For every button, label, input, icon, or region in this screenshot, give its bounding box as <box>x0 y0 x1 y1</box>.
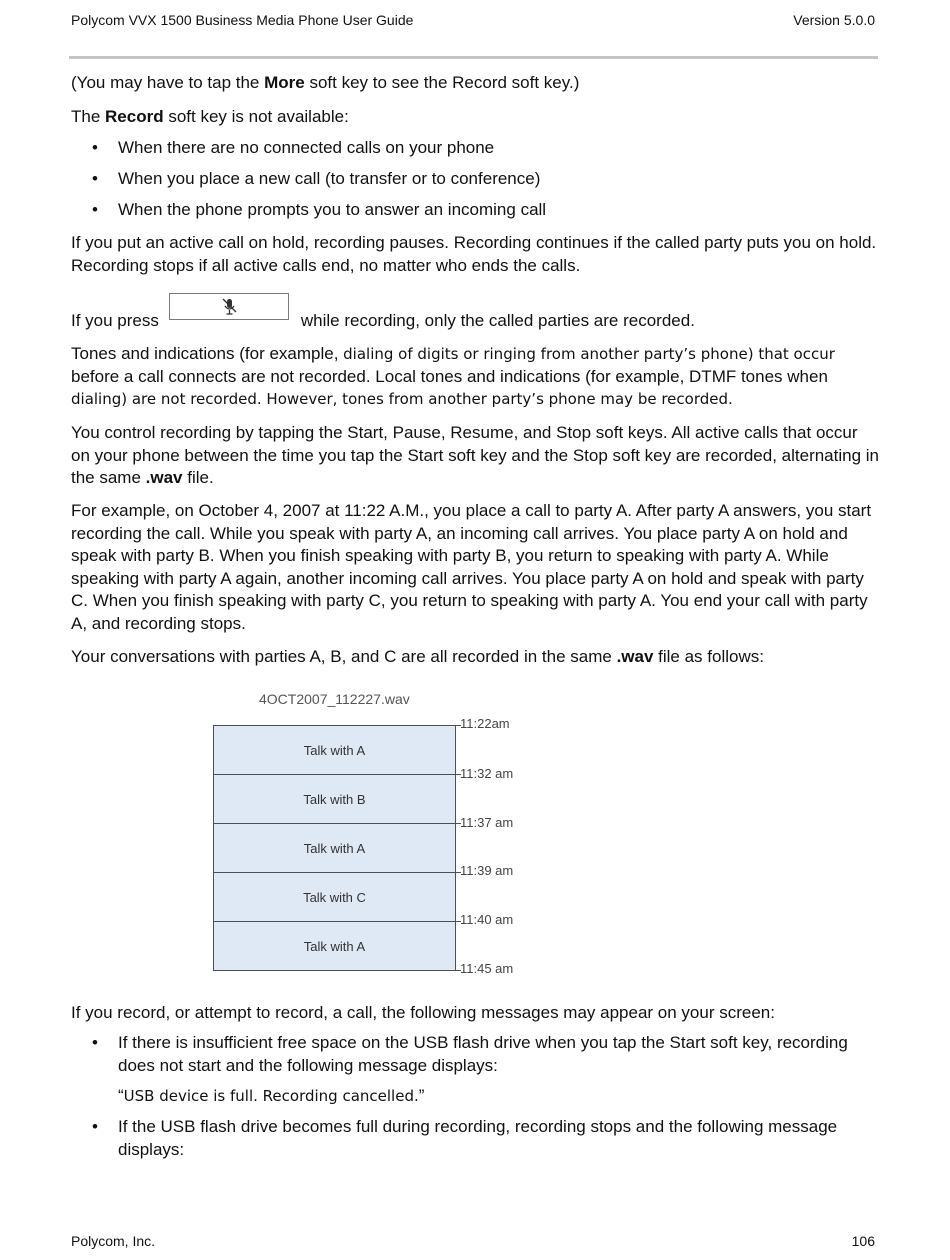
bold-term-more: More <box>264 73 305 92</box>
text: soft key to see the Record soft key.) <box>304 73 580 92</box>
time-label: 11:22am <box>460 716 510 731</box>
time-label: 11:39 am <box>460 863 514 878</box>
open-quote: “ <box>118 1086 124 1105</box>
list-item-text: When there are no connected calls on your phone <box>118 138 495 157</box>
bold-term-wav: .wav <box>145 468 183 488</box>
text: while recording, only the called parties are recorded. <box>300 311 695 330</box>
time-label: 11:32 am <box>460 766 514 781</box>
text: (You may have to tap the <box>71 73 265 92</box>
recording-timeline-diagram <box>200 684 560 984</box>
bullet-dot: • <box>92 200 98 219</box>
timeline-segment: Talk with A <box>213 725 456 775</box>
paragraph-record-key <box>71 106 879 129</box>
mute-microphone-icon <box>222 298 238 316</box>
text: file. <box>182 468 214 488</box>
list-item-text: If there is insufficient free space on the USB flash drive when you tap the Start soft key, recording does not start and the following message displays: <box>118 1033 848 1075</box>
wav-filename: 4OCT2007_112227.wav <box>259 691 410 707</box>
footer-company: Polycom, Inc. <box>71 1233 156 1249</box>
bullet-dot: • <box>92 1117 98 1136</box>
text: If you press <box>71 311 159 330</box>
text: You control recording by tapping the Start, Pause, Resume, and Stop soft keys. All active calls that occur on your phone between the time you tap the Start soft key and the Stop soft key are recorded, alternating in the same <box>71 423 879 488</box>
paragraph-tones <box>71 343 879 411</box>
text: The <box>71 107 106 126</box>
text: before a call connects are not recorded. Local tones and indications (for example, DTMF tones when <box>71 366 828 386</box>
timeline-segment: Talk with B <box>213 774 456 824</box>
text: . <box>728 389 733 409</box>
bold-term-record: Record <box>105 107 164 126</box>
list-item-text: If the USB flash drive becomes full during recording, recording stops and the following message displays: <box>118 1117 838 1159</box>
text: dialing) are not recorded. However, tones from another party’s phone may be recorded <box>71 390 728 409</box>
page-number: 106 <box>851 1233 875 1249</box>
close-quote: ” <box>418 1086 425 1105</box>
document-title: Polycom VVX 1500 Business Media Phone User Guide <box>71 12 414 28</box>
paragraph-control <box>71 422 879 490</box>
paragraph-conversations <box>71 646 879 669</box>
bullet-dot: • <box>92 1033 98 1052</box>
bold-term-wav: .wav <box>616 647 654 666</box>
bullet-dot: • <box>92 169 98 188</box>
text: soft key is not available: <box>163 107 349 126</box>
paragraph-example: For example, on October 4, 2007 at 11:22 A.M., you place a call to party A. After party A answers, you start recording the call. While you speak with party A, an incoming call arrives. You place party A on hold and speak with party B. When you finish speaking with party B, you return to speaking with party A. While speaking with party A again, another incoming call arrives. You place party A on hold and speak with party C. When you finish speaking with party C, you return to speaking with party A. You end your call with party A, and recording stops. <box>71 501 872 633</box>
paragraph-more-key <box>71 72 879 95</box>
text: dialing of digits or ringing from another party’s phone) that occur <box>343 345 835 363</box>
document-version: Version 5.0.0 <box>793 12 875 28</box>
timeline-segment: Talk with C <box>213 872 456 922</box>
message-text: USB device is full. Recording cancelled. <box>123 1087 419 1105</box>
timeline-segment: Talk with A <box>213 921 456 971</box>
timeline-segment: Talk with A <box>213 823 456 873</box>
time-label: 11:45 am <box>460 961 514 976</box>
list-item-text: When you place a new call (to transfer or to conference) <box>118 169 541 188</box>
text: Your conversations with parties A, B, and C are all recorded in the same <box>71 647 617 666</box>
page-header <box>71 12 875 32</box>
time-label: 11:40 am <box>460 912 514 927</box>
header-divider <box>69 56 878 59</box>
message-usb-full <box>118 1085 878 1108</box>
paragraph-messages: If you record, or attempt to record, a call, the following messages may appear on your screen: <box>71 1003 775 1022</box>
bullet-dot: • <box>92 138 98 157</box>
paragraph-hold: If you put an active call on hold, recording pauses. Recording continues if the called party puts you on hold. Recording stops if all active calls end, no matter who ends the calls. <box>71 233 877 275</box>
text: file as follows: <box>653 647 764 666</box>
time-label: 11:37 am <box>460 815 514 830</box>
text: Tones and indications (for example, <box>71 344 344 363</box>
list-item-text: When the phone prompts you to answer an incoming call <box>118 200 547 219</box>
mute-soft-key-image <box>169 293 289 320</box>
